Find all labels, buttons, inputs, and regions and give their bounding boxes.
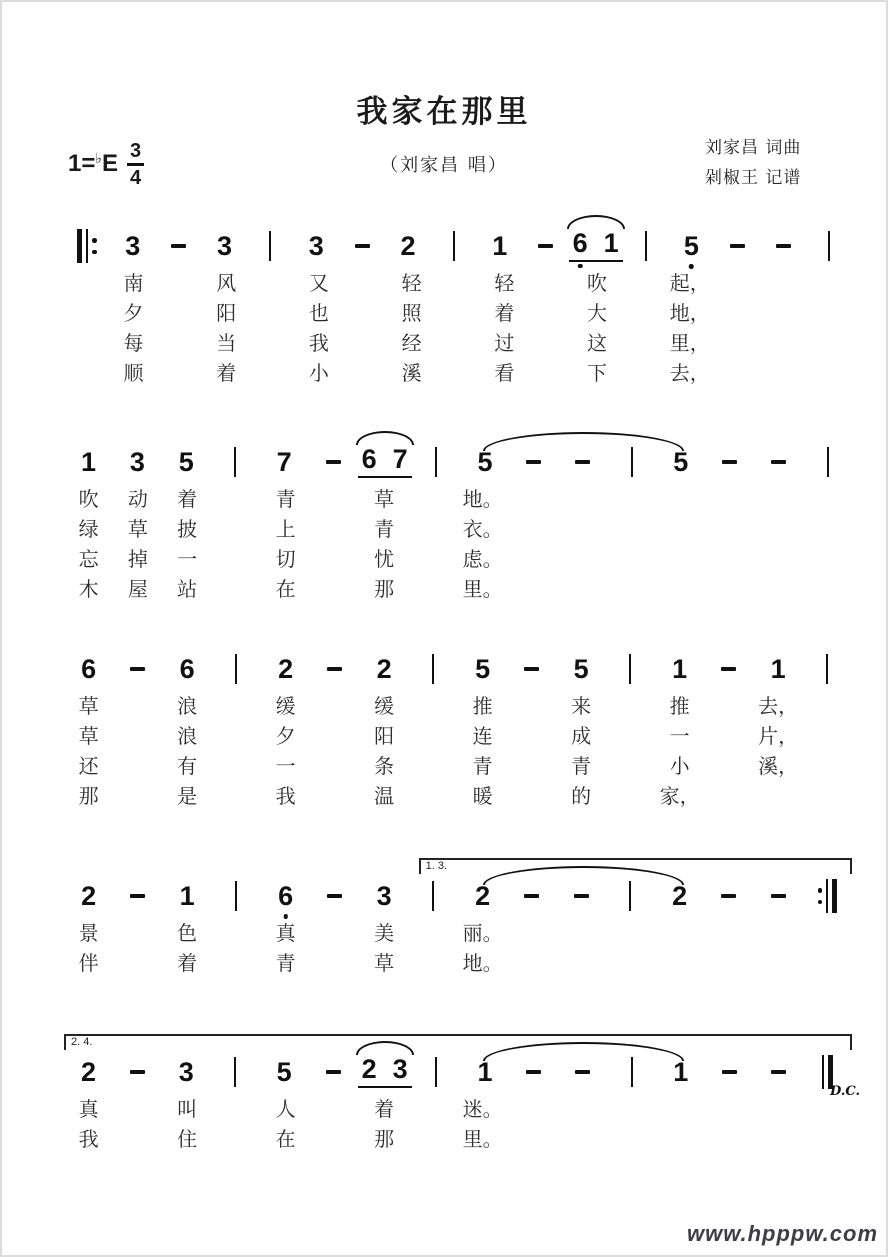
lyric-cell: 又 — [308, 271, 329, 295]
lyric-cell: 青 — [472, 754, 493, 778]
lyric-cell: 还 — [78, 754, 99, 778]
note: 3 — [217, 230, 233, 261]
lyric-cell: 起， — [669, 271, 710, 295]
lyric-cell: 一 — [177, 547, 198, 571]
lyric-cell: 住 — [177, 1127, 198, 1151]
lyric-cell: 我 — [78, 1127, 99, 1151]
lyric-cell: 一 — [275, 754, 296, 778]
note: 3 — [392, 1054, 408, 1084]
note: 2 — [81, 880, 97, 911]
note: 3 — [376, 880, 392, 911]
lyric-row — [64, 1094, 852, 1124]
lyric-row — [64, 918, 852, 948]
note: 3 — [308, 230, 324, 261]
duration-dash — [526, 1070, 541, 1074]
slur-arc — [356, 431, 414, 445]
barline — [826, 654, 828, 684]
lyric-cell: 衣。 — [462, 517, 503, 541]
lyric-cell: 来 — [571, 694, 592, 718]
repeat-dot — [92, 250, 97, 255]
lyric-cell: 照 — [401, 301, 422, 325]
lyric-cell: 里。 — [462, 1127, 503, 1151]
lyric-cell: 吹 — [587, 271, 608, 295]
duration-dash — [771, 460, 786, 464]
performer-line: （刘家昌 唱） — [380, 155, 508, 176]
note: 2 — [475, 880, 491, 911]
lyric-cell: 上 — [275, 517, 296, 541]
lyric-cell: 地。 — [462, 951, 503, 975]
lyric-cell: 绿 — [78, 517, 99, 541]
duration-dash — [355, 244, 370, 248]
note: 3 — [125, 230, 141, 261]
lyric-cell: 丽。 — [462, 921, 503, 945]
note: 5 — [276, 1056, 292, 1087]
meter-bar — [127, 163, 144, 166]
note: 5 — [673, 446, 689, 477]
barline — [234, 447, 236, 477]
duration-dash — [721, 894, 736, 898]
dc-marking: D.C. — [830, 1084, 860, 1099]
duration-dash — [524, 894, 539, 898]
note: 3 — [129, 446, 145, 477]
lyric-cell: 阳 — [216, 301, 237, 325]
barline — [432, 654, 434, 684]
lyric-cell: 地。 — [462, 487, 503, 511]
barline — [435, 1057, 437, 1087]
lyric-row — [64, 574, 852, 604]
lyric-cell: 真 — [275, 921, 296, 945]
duration-dash — [538, 244, 553, 248]
lyric-cell: 色 — [177, 921, 198, 945]
duration-dash — [730, 244, 745, 248]
note: 2 — [672, 880, 688, 911]
lyric-cell: 青 — [571, 754, 592, 778]
tie-arc — [483, 432, 684, 451]
lyric-cell: 我 — [275, 784, 296, 808]
duration-dash — [326, 460, 341, 464]
lyric-cell: 迷。 — [462, 1097, 503, 1121]
lyric-cell: 片， — [758, 724, 799, 748]
lyric-cell: 小 — [308, 361, 329, 385]
lyric-cell: 轻 — [494, 271, 515, 295]
lyric-cell: 掉 — [127, 547, 148, 571]
lyric-row — [64, 544, 852, 574]
note: 6 — [361, 444, 377, 474]
note: 1 — [80, 446, 96, 477]
lyric-cell: 有 — [177, 754, 198, 778]
bar-glyph — [826, 879, 828, 913]
lyric-cell: 着 — [374, 1097, 395, 1121]
lyric-cell: 我 — [308, 331, 329, 355]
duration-dash — [327, 894, 342, 898]
lyric-cell: 吹 — [78, 487, 99, 511]
barline — [645, 231, 647, 261]
note: 5 — [475, 653, 491, 684]
bar-glyph — [822, 1055, 824, 1089]
lyric-cell: 动 — [127, 487, 148, 511]
notes-row — [64, 1036, 852, 1094]
lyric-cell: 地， — [669, 301, 710, 325]
barline — [435, 447, 437, 477]
barline — [631, 447, 633, 477]
barline — [235, 654, 237, 684]
low-octave-dot — [689, 264, 694, 269]
lyric-cell: 木 — [78, 577, 99, 601]
lyric-cell: 着 — [177, 951, 198, 975]
lyric-cell: 连 — [472, 724, 493, 748]
notes-row — [64, 647, 852, 691]
repeat-begin-sign — [77, 229, 97, 263]
note: 7 — [392, 444, 408, 474]
barline — [453, 231, 455, 261]
volta-bracket — [419, 858, 852, 874]
lyric-row — [64, 948, 852, 978]
lyric-cell: 南 — [123, 271, 144, 295]
meter-denominator: 4 — [129, 166, 142, 189]
lyric-cell: 溪， — [758, 754, 799, 778]
credits-block — [705, 133, 801, 193]
note: 5 — [477, 446, 493, 477]
duration-dash — [326, 1070, 341, 1074]
lyric-cell: 真 — [78, 1097, 99, 1121]
lyric-cell: 成 — [571, 724, 592, 748]
bar-glyph — [832, 879, 837, 913]
lyric-cell: 大 — [587, 301, 608, 325]
lyric-cell: 风 — [216, 271, 237, 295]
lyric-cell: 里， — [669, 331, 710, 355]
lyric-cell: 那 — [374, 577, 395, 601]
lyric-row — [64, 484, 852, 514]
repeat-dots — [92, 229, 97, 263]
duration-dash — [721, 667, 736, 671]
duration-dash — [575, 460, 590, 464]
repeat-dot — [818, 900, 823, 905]
lyric-cell: 草 — [374, 487, 395, 511]
note: 6 — [573, 230, 588, 257]
lyric-cell: 草 — [374, 951, 395, 975]
lyric-cell: 浪 — [177, 694, 198, 718]
barline — [631, 1057, 633, 1087]
lyric-cell: 虑。 — [462, 547, 503, 571]
note: 5 — [178, 446, 194, 477]
duration-dash — [130, 1070, 145, 1074]
key-prefix: 1= — [68, 150, 96, 178]
lyric-cell: 着 — [494, 301, 515, 325]
lyric-cell: 下 — [587, 361, 608, 385]
note: 1 — [603, 228, 619, 258]
song-title: 我家在那里 — [356, 94, 532, 130]
lyric-cell: 顺 — [123, 361, 144, 385]
lyric-cell: 去， — [758, 694, 799, 718]
note: 3 — [178, 1056, 194, 1087]
note: 2 — [278, 653, 294, 684]
lyric-cell: 站 — [177, 577, 198, 601]
lyric-cell: 在 — [275, 577, 296, 601]
lyric-cell: 每 — [123, 331, 144, 355]
duration-dash — [327, 667, 342, 671]
lyric-cell: 推 — [669, 694, 690, 718]
notes-row — [64, 440, 852, 484]
lyric-cell: 在 — [275, 1127, 296, 1151]
lyric-cell: 那 — [374, 1127, 395, 1151]
bar-glyph — [77, 229, 82, 263]
time-signature — [127, 141, 144, 188]
lyric-cell: 一 — [669, 724, 690, 748]
barline — [827, 447, 829, 477]
lyric-cell: 也 — [308, 301, 329, 325]
lyric-cell: 屋 — [127, 577, 148, 601]
lyric-cell: 溪 — [401, 361, 422, 385]
lyric-cell: 是 — [177, 784, 198, 808]
lyric-cell: 草 — [127, 517, 148, 541]
repeat-end-sign — [818, 879, 838, 913]
lyric-row — [64, 1124, 852, 1154]
barline — [269, 231, 271, 261]
lyric-row — [64, 358, 852, 388]
tonic-letter: E — [101, 150, 118, 178]
note: 6 — [179, 653, 195, 684]
duration-dash — [771, 1070, 786, 1074]
duration-dash — [575, 1070, 590, 1074]
note: 2 — [400, 230, 416, 261]
lyric-cell: 当 — [216, 331, 237, 355]
repeat-dots — [818, 879, 823, 913]
lyric-row — [64, 268, 852, 298]
lyric-cell: 青 — [275, 951, 296, 975]
lyric-cell: 着 — [177, 487, 198, 511]
lyric-cell: 夕 — [123, 301, 144, 325]
note: 2 — [80, 1056, 96, 1087]
lyric-cell: 的 — [571, 784, 592, 808]
note: 5 — [684, 233, 699, 260]
volta-label: 1. 3. — [425, 860, 447, 872]
lyric-cell: 草 — [78, 694, 99, 718]
note: 1 — [770, 653, 786, 684]
duration-dash — [526, 460, 541, 464]
lyric-row — [64, 298, 852, 328]
slur-arc — [567, 215, 625, 229]
note-group — [358, 446, 412, 478]
note: 1 — [673, 1056, 689, 1087]
duration-dash — [776, 244, 791, 248]
note: 1 — [179, 880, 195, 911]
lyric-cell: 缓 — [275, 694, 296, 718]
lyric-cell: 浪 — [177, 724, 198, 748]
lyric-row — [64, 691, 852, 721]
note-group — [569, 230, 623, 262]
meter-numerator: 3 — [129, 140, 142, 162]
note: 5 — [573, 653, 589, 684]
low-octave-dot — [283, 914, 288, 919]
credit-transcriber: 剁椒王 记谱 — [705, 168, 802, 188]
music-line-5 — [64, 1036, 860, 1154]
duration-dash — [130, 894, 145, 898]
notes-row — [64, 860, 852, 918]
barline — [234, 1057, 236, 1087]
lyric-cell: 看 — [494, 361, 515, 385]
repeat-dot — [92, 238, 97, 243]
lyric-cell: 这 — [587, 331, 608, 355]
repeat-dot — [818, 888, 823, 893]
lyric-cell: 那 — [78, 784, 99, 808]
lyric-cell: 推 — [472, 694, 493, 718]
lyric-cell: 忧 — [374, 547, 395, 571]
lyric-cell: 美 — [374, 921, 395, 945]
notes-row — [64, 224, 852, 268]
lyric-row — [64, 328, 852, 358]
barline — [629, 654, 631, 684]
lyric-row — [64, 781, 852, 811]
music-line-2 — [64, 440, 852, 604]
lyric-row — [64, 751, 852, 781]
barline — [629, 881, 631, 911]
lyric-row — [64, 514, 852, 544]
lyric-cell: 忘 — [78, 547, 99, 571]
lyric-cell: 暖 — [472, 784, 493, 808]
lyric-cell: 轻 — [401, 271, 422, 295]
duration-dash — [171, 244, 186, 248]
lyric-cell: 着 — [216, 361, 237, 385]
lyric-cell: 青 — [374, 517, 395, 541]
volta-bracket — [64, 1034, 852, 1050]
music-line-1 — [64, 224, 852, 388]
lyric-cell: 缓 — [374, 694, 395, 718]
lyric-cell: 家， — [659, 784, 700, 808]
lyric-cell: 温 — [374, 784, 395, 808]
barline — [828, 231, 830, 261]
lyric-cell: 人 — [275, 1097, 296, 1121]
barline — [432, 881, 434, 911]
credit-composer: 刘家昌 词曲 — [705, 138, 802, 158]
note: 2 — [361, 1054, 377, 1084]
lyric-row — [64, 721, 852, 751]
lyric-cell: 伴 — [78, 951, 99, 975]
lyric-cell: 里。 — [462, 577, 503, 601]
note: 1 — [672, 653, 688, 684]
lyric-cell: 草 — [78, 724, 99, 748]
note: 6 — [81, 653, 97, 684]
duration-dash — [130, 667, 145, 671]
key-signature — [68, 141, 144, 188]
lyric-cell: 阳 — [374, 724, 395, 748]
lyric-cell: 景 — [78, 921, 99, 945]
note: 6 — [278, 883, 293, 910]
duration-dash — [722, 460, 737, 464]
volta-label: 2. 4. — [71, 1036, 93, 1048]
music-line-4 — [64, 860, 852, 978]
lyric-cell: 夕 — [275, 724, 296, 748]
note: 1 — [492, 230, 508, 261]
lyric-cell: 披 — [177, 517, 198, 541]
duration-dash — [524, 667, 539, 671]
lyric-cell: 去， — [669, 361, 710, 385]
duration-dash — [722, 1070, 737, 1074]
lyric-cell: 切 — [275, 547, 296, 571]
note: 2 — [376, 653, 392, 684]
music-line-3 — [64, 647, 852, 811]
low-octave-dot — [578, 264, 583, 269]
barline — [235, 881, 237, 911]
lyric-cell: 小 — [669, 754, 690, 778]
duration-dash — [574, 894, 589, 898]
flat-sign: ♭ — [95, 150, 102, 167]
lyric-cell: 过 — [494, 331, 515, 355]
bar-glyph — [86, 229, 88, 263]
watermark-url: www.hpppw.com — [686, 1221, 878, 1246]
lyric-cell: 条 — [374, 754, 395, 778]
note-group — [358, 1056, 412, 1088]
lyric-cell: 经 — [401, 331, 422, 355]
duration-dash — [771, 894, 786, 898]
note: 1 — [477, 1056, 493, 1087]
lyric-cell: 叫 — [177, 1097, 198, 1121]
lyric-cell: 青 — [275, 487, 296, 511]
note: 7 — [276, 446, 292, 477]
